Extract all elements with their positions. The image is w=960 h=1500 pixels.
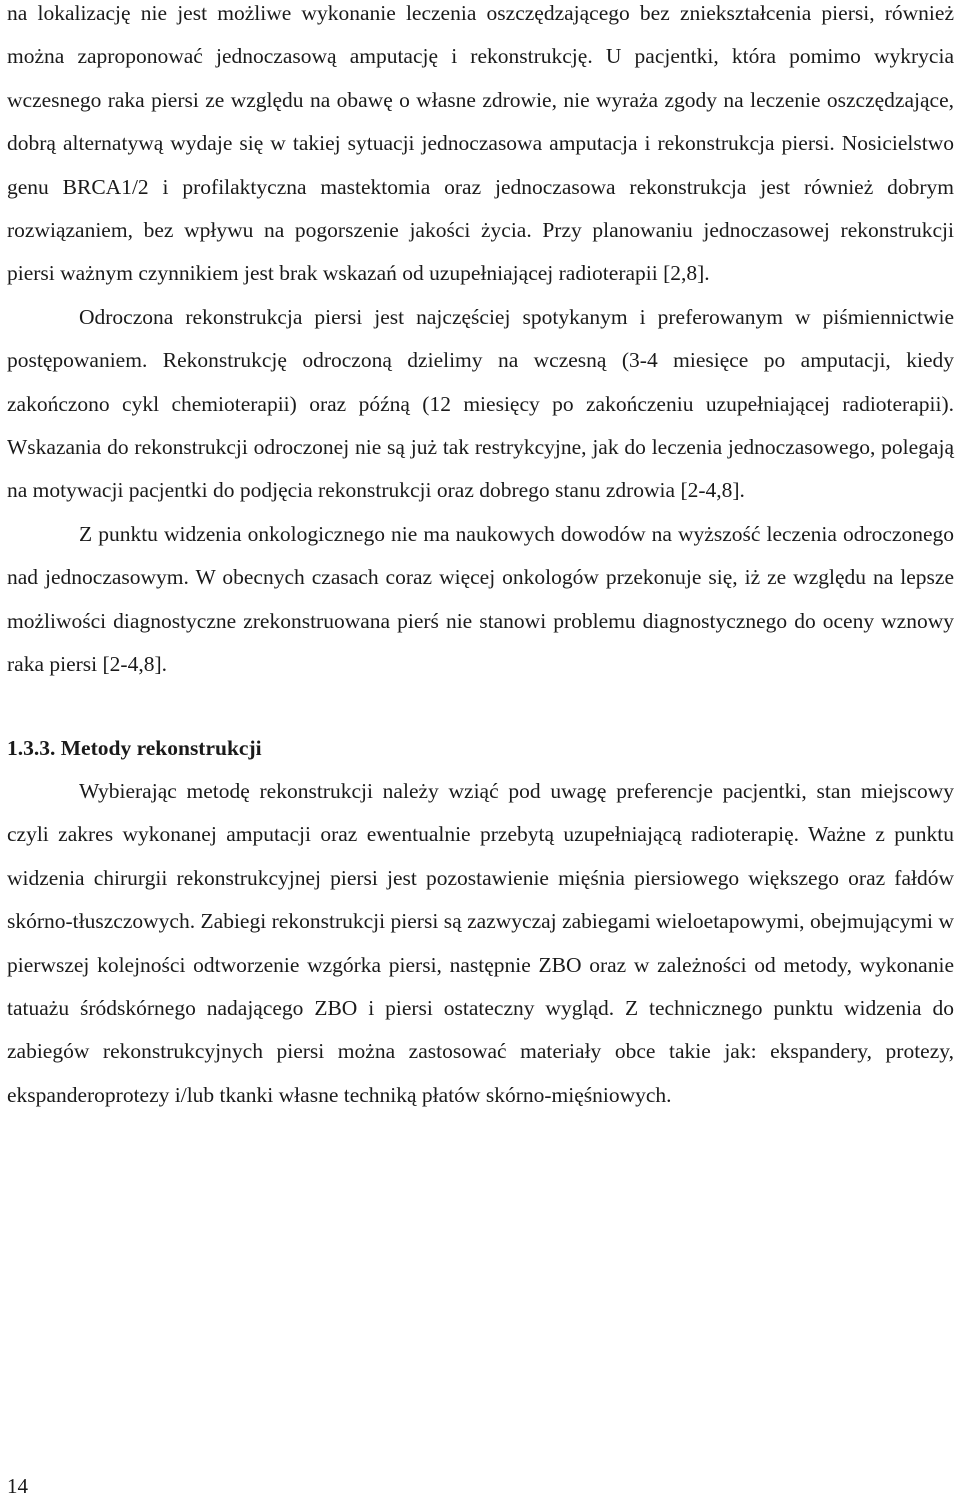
section-heading: 1.3.3. Metody rekonstrukcji <box>7 735 262 760</box>
paragraph-delayed-reconstruction: Odroczona rekonstrukcja piersi jest najczęściej spotykanym i preferowanym w piśmiennictwie postępowaniem. Rekonstrukcję odroczoną dzielimy na wczesną (3-4 miesięce po amputacji, kiedy zakończono cykl chemioterapii) oraz późną (12 miesięcy po zakończeniu uzupełniającej radioterapii). Wskazania do rekonstrukcji odroczonej nie są już tak restrykcyjne, jak do leczenia jednoczasowego, polegają na motywacji pacjentki do podjęcia rekonstrukcji oraz dobrego stanu zdrowia [2-4,8]. <box>7 304 954 503</box>
document-page <box>7 0 954 1117</box>
paragraph-continuation: na lokalizację nie jest możliwe wykonanie leczenia oszczędzającego bez zniekształcenia piersi, również można zaproponować jednoczasową amputację i rekonstrukcję. U pacjentki, która pomimo wykrycia wczesnego raka piersi ze względu na obawę o własne zdrowie, nie wyraża zgody na leczenie oszczędzające, dobrą alternatywą wydaje się w takiej sytuacji jednoczasowa amputacja i rekonstrukcja piersi. Nosicielstwo genu BRCA1/2 i profilaktyczna mastektomia oraz jednoczasowa rekonstrukcja jest również dobrym rozwiązaniem, bez wpływu na pogorszenie jakości życia. Przy planowaniu jednoczasowej rekonstrukcji piersi ważnym czynnikiem jest brak wskazań od uzupełniającej radioterapii [2,8]. <box>7 1 954 286</box>
paragraph-reconstruction-methods: Wybierając metodę rekonstrukcji należy wziąć pod uwagę preferencje pacjentki, stan miejscowy czyli zakres wykonanej amputacji oraz ewentualnie przebytą uzupełniającą radioterapię. Ważne z punktu widzenia chirurgii rekonstrukcyjnej piersi jest pozostawienie mięśnia piersiowego większego oraz fałdów skórno-tłuszczowych. Zabiegi rekonstrukcji piersi są zazwyczaj zabiegami wieloetapowymi, obejmującymi w pierwszej kolejności odtworzenie wzgórka piersi, następnie ZBO oraz w zależności od metody, wykonanie tatuażu śródskórnego nadającego ZBO i piersi ostateczny wygląd. Z technicznego punktu widzenia do zabiegów rekonstrukcyjnych piersi można zastosować materiały obce takie jak: ekspandery, protezy, ekspanderoprotezy i/lub tkanki własne techniką płatów skórno-mięśniowych. <box>7 778 954 1107</box>
page-number: 14 <box>7 1474 28 1498</box>
paragraph-oncological-view: Z punktu widzenia onkologicznego nie ma naukowych dowodów na wyższość leczenia odroczonego nad jednoczasowym. W obecnych czasach coraz więcej onkologów przekonuje się, iż ze względu na lepsze możliwości diagnostyczne zrekonstruowana pierś nie stanowi problemu diagnostycznego do oceny wznowy raka piersi [2-4,8]. <box>7 521 954 677</box>
